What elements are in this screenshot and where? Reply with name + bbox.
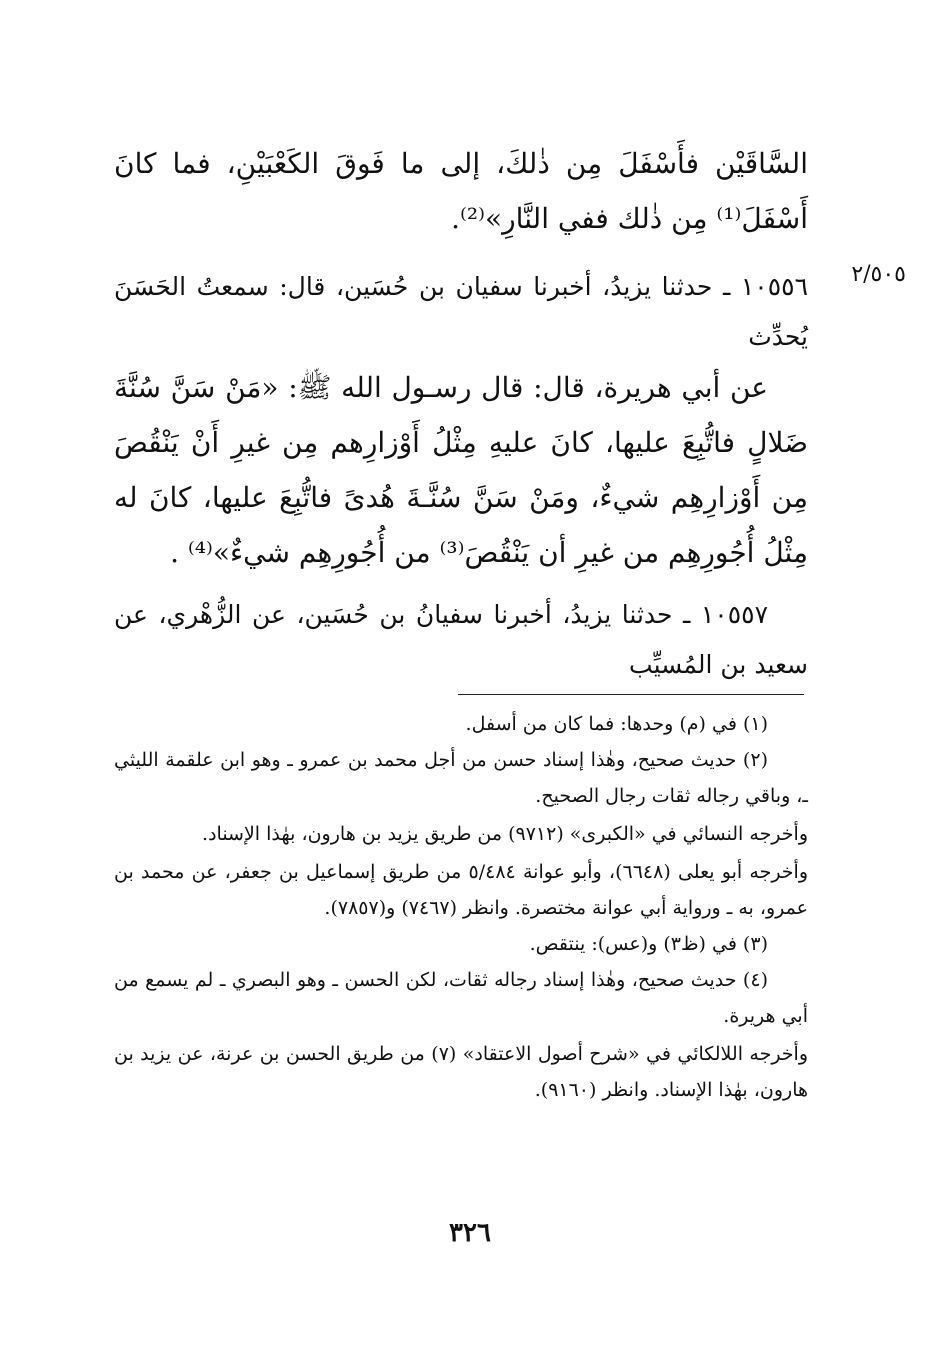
footnote-3: (٣) في (ظ٣) و(عس): ينتقص. (529, 933, 768, 955)
hadith-10557-chain: ١٠٥٥٧ ـ حدثنا يزيدُ، أخبرنا سفيانُ بن حُسَين، عن الزُّهْري، عن سعيد بن المُسيِّب (114, 600, 808, 679)
footnote-2-extra-1: وأخرجه النسائي في «الكبرى» (٩٧١٢) من طريق يزيد بن هارون، بهٰذا الإسناد. (202, 823, 808, 845)
footnote-1: (١) في (م) وحدها: فما كان من أسفل. (465, 713, 768, 735)
page-number: ٣٢٦ (449, 1218, 491, 1248)
footnote-2-extra-2: وأخرجه أبو يعلى (٦٦٤٨)، وأبو عوانة ٥/٤٨٤ من طريق إسماعيل بن جعفر، عن محمد بن عمرو، به ـ ورواية أبي عوانة مختصرة. وانظر (٧٤٦٧) و(٧٨٥٧). (114, 861, 809, 919)
footnote-4-extra: وأخرجه اللالكائي في «شرح أصول الاعتقاد» (٧) من طريق الحسن بن عرنة، عن يزيد بن هارون، بهٰذا الإسناد. وانظر (٩١٦٠). (114, 1043, 809, 1101)
footnote-2: (٢) حديث صحيح، وهٰذا إسناد حسن من أجل محمد بن عمرو ـ وهو ابن علقمة الليثي ـ، وباقي رجاله ثقات رجال الصحيح. (114, 749, 808, 807)
footnote-divider (458, 694, 804, 695)
footnotes (114, 706, 808, 1108)
hadith-10556-text: عن أبي هريرة، قال: قال رسـول الله ﷺ: «مَنْ سَنَّ سُنَّةَ ضَلالٍ فاتُّبِعَ عليها، كانَ عليهِ مِثْلُ أَوْزارِهم مِن غيرِ أَنْ يَنْقُصَ مِن أَوْزارِهِم شيءٌ، ومَنْ سَنَّ سُنَّـةَ هُدىً فاتُّبِعَ عليها، كانَ له مِثْلُ أُجُورِهِم من غيرِ أن يَنْقُصَ⁽³⁾ من أُجُورِهِم شيءٌ»⁽⁴⁾ . (114, 371, 808, 569)
footnote-4: (٤) حديث صحيح، وهٰذا إسناد رجاله ثقات، لكن الحسن ـ وهو البصري ـ لم يسمع من أبي هريرة. (114, 969, 808, 1027)
opening-text: السَّاقَيْن فأَسْفَلَ مِن ذٰلكَ، إلى ما فَوقَ الكَعْبَيْنِ، فما كانَ أَسْفَلَ⁽¹⁾ مِن ذٰلك ففي النَّارِ»⁽²⁾. (114, 147, 808, 235)
hadith-10556-chain: ١٠٥٥٦ ـ حدثنا يزيدُ، أخبرنا سفيان بن حُسَين، قال: سمعتُ الحَسَنَ يُحدِّث (114, 272, 808, 351)
margin-reference: ٢/٥٠٥ (851, 262, 906, 287)
